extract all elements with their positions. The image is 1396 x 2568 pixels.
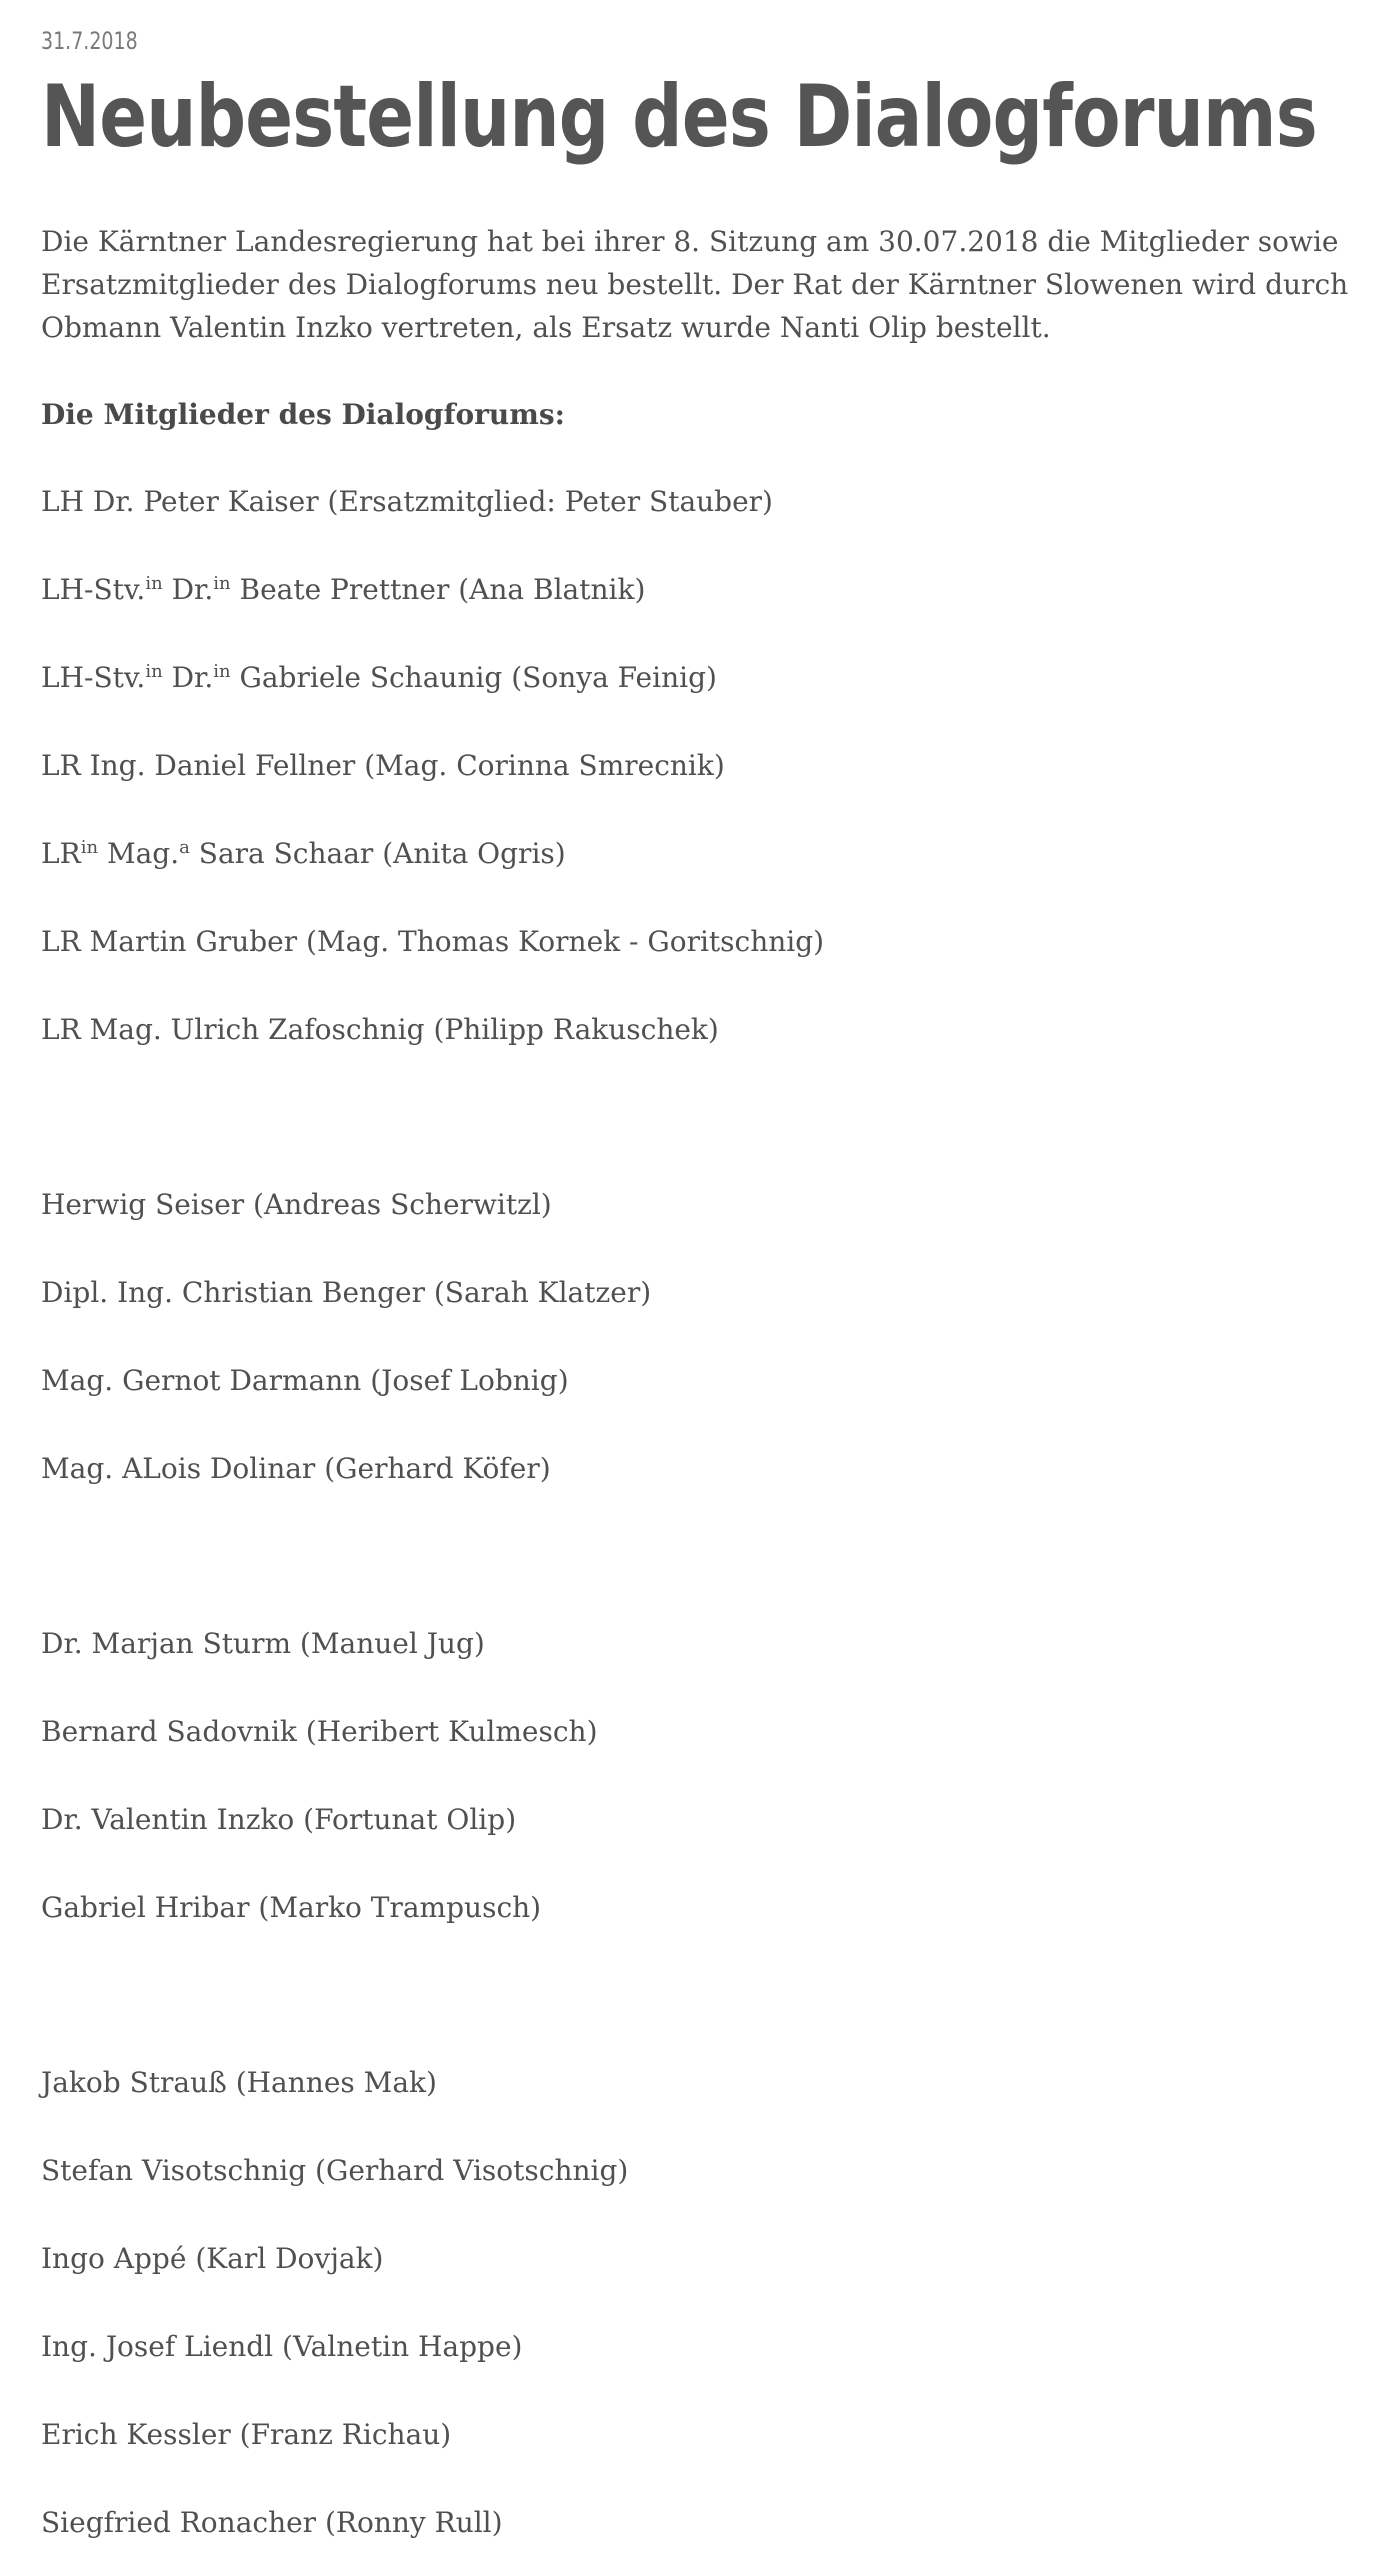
member-text: Mag. Gernot Darmann (Josef Lobnig): [41, 1364, 569, 1397]
member-text: LH Dr. Peter Kaiser (Ersatzmitglied: Peter Stauber): [41, 485, 773, 518]
member-text: Dipl. Ing. Christian Benger (Sarah Klatzer): [41, 1276, 652, 1309]
member-item: [41, 1008, 719, 1051]
member-text: Sara Schaar (Anita Ogris): [189, 837, 566, 870]
member-item: [41, 1886, 541, 1929]
member-text: LH-Stv.: [41, 661, 146, 694]
member-item: [41, 1447, 551, 1490]
member-item: [41, 568, 645, 611]
member-superscript: in: [80, 837, 99, 858]
member-text: Dr.: [162, 573, 214, 606]
member-text: Beate Prettner (Ana Blatnik): [230, 573, 646, 606]
member-item: [41, 1798, 516, 1841]
member-text: LR: [41, 837, 81, 870]
member-item: [41, 1359, 569, 1402]
member-text: LR Mag. Ulrich Zafoschnig (Philipp Rakuschek): [41, 1013, 719, 1046]
member-text: Gabriel Hribar (Marko Trampusch): [41, 1891, 542, 1924]
member-item: [41, 2413, 451, 2456]
member-text: Stefan Visotschnig (Gerhard Visotschnig): [41, 2154, 629, 2187]
members-heading: Die Mitglieder des Dialogforums:: [41, 398, 566, 431]
article-title: Neubestellung des Dialogforums: [41, 67, 1317, 167]
member-text: Herwig Seiser (Andreas Scherwitzl): [41, 1188, 552, 1221]
member-item: [41, 920, 824, 963]
member-superscript: in: [145, 661, 163, 682]
member-text: LR Martin Gruber (Mag. Thomas Kornek - Goritschnig): [41, 925, 825, 958]
member-item: [41, 480, 773, 523]
member-item: [41, 744, 725, 787]
member-text: Mag. ALois Dolinar (Gerhard Köfer): [41, 1452, 551, 1485]
member-text: LH-Stv.: [41, 573, 146, 606]
member-superscript: in: [213, 573, 231, 594]
member-text: Ingo Appé (Karl Dovjak): [41, 2242, 384, 2275]
member-item: [41, 2061, 437, 2104]
member-text: Ing. Josef Liendl (Valnetin Happe): [41, 2330, 523, 2363]
member-item: [41, 1271, 651, 1314]
member-item: [41, 2237, 383, 2280]
member-item: [41, 1622, 485, 1665]
article-date: 31.7.2018: [41, 27, 138, 55]
member-text: Jakob Strauß (Hannes Mak): [41, 2066, 437, 2099]
member-text: Dr.: [162, 661, 214, 694]
member-item: [41, 832, 566, 875]
member-text: Bernard Sadovnik (Heribert Kulmesch): [41, 1715, 598, 1748]
member-superscript: in: [145, 573, 163, 594]
member-superscript: a: [179, 837, 190, 858]
member-text: Dr. Valentin Inzko (Fortunat Olip): [41, 1803, 517, 1836]
member-text: Gabriele Schaunig (Sonya Feinig): [230, 661, 717, 694]
member-item: [41, 1183, 552, 1226]
member-item: [41, 656, 717, 699]
member-text: Erich Kessler (Franz Richau): [41, 2418, 452, 2451]
member-superscript: in: [213, 661, 231, 682]
member-item: [41, 2325, 522, 2368]
article-intro: Die Kärntner Landesregierung hat bei ihrer 8. Sitzung am 30.07.2018 die Mitglieder sowie Ersatzmitglieder des Dialogforums neu bestellt. Der Rat der Kärntner Slowenen wird durch Obmann Valentin Inzko vertreten, als Ersatz wurde Nanti Olip bestellt.: [41, 225, 1349, 344]
member-text: Mag.: [98, 837, 180, 870]
member-item: [41, 1710, 598, 1753]
member-text: Siegfried Ronacher (Ronny Rull): [41, 2506, 503, 2539]
member-item: [41, 2501, 503, 2544]
member-text: Dr. Marjan Sturm (Manuel Jug): [41, 1627, 485, 1660]
member-item: [41, 2149, 628, 2192]
member-text: LR Ing. Daniel Fellner (Mag. Corinna Smrecnik): [41, 749, 725, 782]
